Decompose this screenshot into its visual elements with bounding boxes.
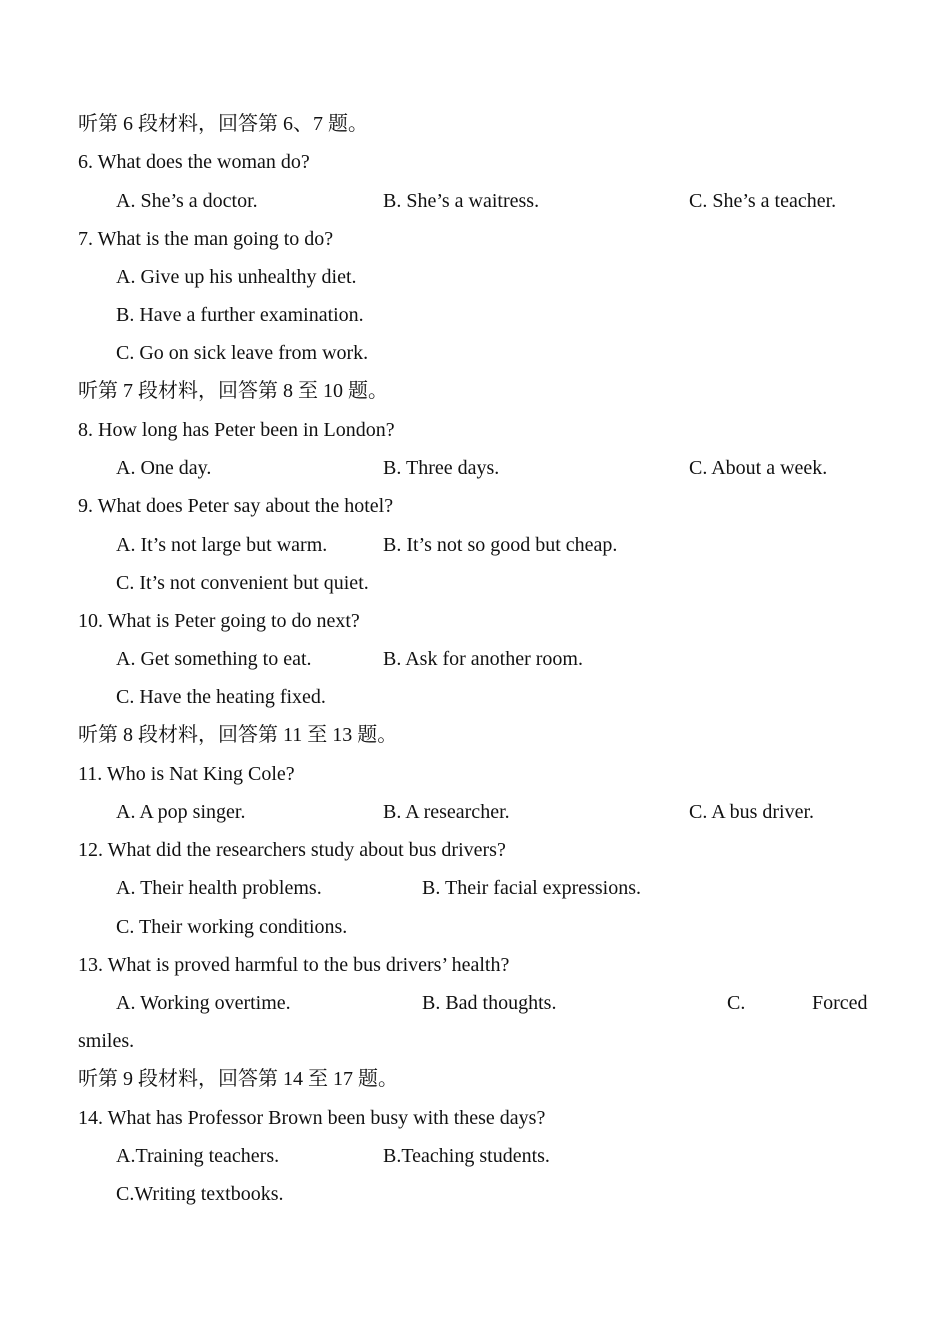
section-8-heading: 听第 8 段材料，回答第 11 至 13 题。: [78, 724, 398, 746]
question-7-option-a: A. Give up his unhealthy diet.: [116, 266, 357, 288]
question-12-option-c: C. Their working conditions.: [116, 916, 348, 938]
question-8-stem: 8. How long has Peter been in London?: [78, 419, 395, 441]
question-6-option-b: B. She’s a waitress.: [383, 190, 540, 212]
section-9-heading: 听第 9 段材料，回答第 14 至 17 题。: [78, 1068, 398, 1090]
question-10-option-c: C. Have the heating fixed.: [116, 686, 326, 708]
question-12-option-b: B. Their facial expressions.: [422, 877, 642, 899]
question-11-option-a: A. A pop singer.: [116, 801, 246, 823]
question-11-option-c: C. A bus driver.: [689, 801, 815, 823]
question-13-option-c-word: Forced: [812, 992, 868, 1014]
question-10-option-a: A. Get something to eat.: [116, 648, 312, 670]
question-13-option-c-letter: C.: [727, 992, 746, 1014]
question-10-stem: 10. What is Peter going to do next?: [78, 610, 360, 632]
question-11-stem: 11. Who is Nat King Cole?: [78, 763, 295, 785]
question-13-option-c-continuation: smiles.: [78, 1030, 135, 1052]
question-14-stem: 14. What has Professor Brown been busy with these days?: [78, 1107, 546, 1129]
question-14-option-a: A.Training teachers.: [116, 1145, 280, 1167]
question-13-stem: 13. What is proved harmful to the bus drivers’ health?: [78, 954, 510, 976]
question-7-stem: 7. What is the man going to do?: [78, 228, 334, 250]
question-6-stem: 6. What does the woman do?: [78, 151, 310, 173]
question-9-option-c: C. It’s not convenient but quiet.: [116, 572, 369, 594]
question-6-option-a: A. She’s a doctor.: [116, 190, 258, 212]
question-9-option-b: B. It’s not so good but cheap.: [383, 534, 618, 556]
question-11-option-b: B. A researcher.: [383, 801, 510, 823]
question-12-stem: 12. What did the researchers study about bus drivers?: [78, 839, 506, 861]
question-14-option-b: B.Teaching students.: [383, 1145, 550, 1167]
question-7-option-c: C. Go on sick leave from work.: [116, 342, 369, 364]
question-13-option-a: A. Working overtime.: [116, 992, 291, 1014]
question-8-option-b: B. Three days.: [383, 457, 500, 479]
question-14-option-c: C.Writing textbooks.: [116, 1183, 284, 1205]
question-9-option-a: A. It’s not large but warm.: [116, 534, 328, 556]
question-8-option-c: C. About a week.: [689, 457, 828, 479]
question-6-option-c: C. She’s a teacher.: [689, 190, 837, 212]
question-9-stem: 9. What does Peter say about the hotel?: [78, 495, 394, 517]
question-13-option-b: B. Bad thoughts.: [422, 992, 557, 1014]
question-7-option-b: B. Have a further examination.: [116, 304, 364, 326]
section-7-heading: 听第 7 段材料，回答第 8 至 10 题。: [78, 380, 388, 402]
question-12-option-a: A. Their health problems.: [116, 877, 322, 899]
question-8-option-a: A. One day.: [116, 457, 212, 479]
section-6-heading: 听第 6 段材料，回答第 6、7 题。: [78, 113, 368, 135]
question-10-option-b: B. Ask for another room.: [383, 648, 583, 670]
